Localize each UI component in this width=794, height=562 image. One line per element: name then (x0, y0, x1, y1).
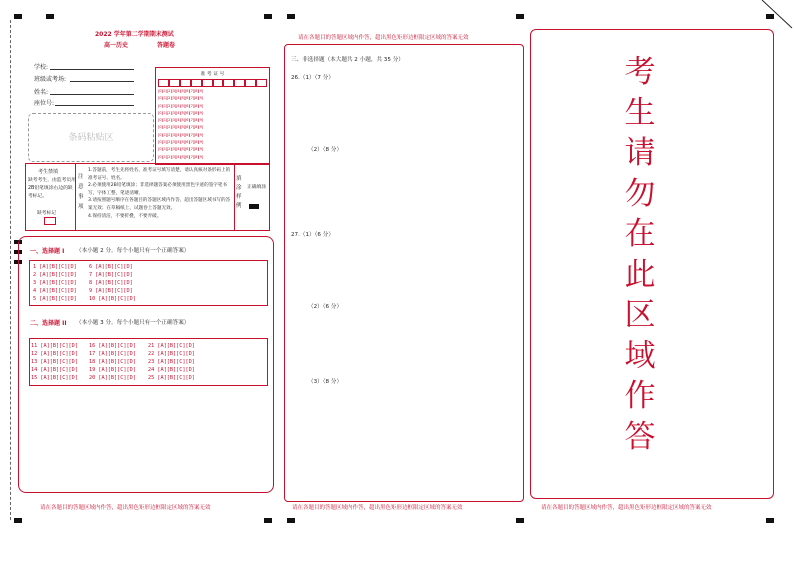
notice-char: 答 (624, 418, 656, 455)
section3-header-notice: 请在各题目的答题区域内作答，超出黑色矩形边框限定区域的答案无效 (298, 35, 469, 41)
exam-number-bubble-row[interactable]: [0][1][2][3][4][5][6][7][8][9] (158, 140, 203, 145)
timing-mark (287, 518, 295, 523)
answer-row[interactable]: 19 [A][B][C][D] (89, 367, 136, 373)
exam-number-bubble-row[interactable]: [0][1][2][3][4][5][6][7][8][9] (158, 132, 203, 137)
notice-char: 区 (624, 297, 656, 333)
notes-item: 4.保持清洁，不要折叠，不要弄破。 (88, 213, 162, 219)
answer-row[interactable]: 9 [A][B][C][D] (89, 288, 133, 294)
section2-col2[interactable] (89, 342, 136, 382)
section1-col1[interactable] (33, 263, 77, 303)
barcode-label: 条码粘贴区 (68, 133, 114, 143)
answer-row[interactable]: 12 [A][B][C][D] (31, 351, 78, 357)
seat-label: 座位号: (34, 100, 55, 107)
answer-row[interactable]: 4 [A][B][C][D] (33, 288, 77, 294)
subjective-answer-area[interactable] (284, 44, 524, 502)
name-field[interactable] (50, 94, 134, 95)
answer-row[interactable]: 18 [A][B][C][D] (89, 359, 136, 365)
answer-row[interactable]: 22 [A][B][C][D] (148, 351, 195, 357)
exam-number-bubble-row[interactable]: [0][1][2][3][4][5][6][7][8][9] (158, 147, 203, 152)
notice-char: 生 (624, 94, 656, 131)
absent-mark-label: 缺考标记 (37, 211, 57, 216)
exam-subject: 高一历史 (104, 42, 129, 49)
q26-1: 26.（1）（7 分） (291, 75, 334, 81)
answer-row[interactable]: 10 [A][B][C][D] (89, 296, 136, 302)
timing-mark (516, 14, 524, 19)
exam-number-write-row[interactable] (158, 79, 267, 87)
section2-col3[interactable] (148, 342, 195, 382)
answer-row[interactable]: 17 [A][B][C][D] (89, 351, 136, 357)
exam-number-bubble-row[interactable]: [0][1][2][3][4][5][6][7][8][9] (158, 89, 203, 93)
fill-example-correct-label: 正确填涂 (247, 185, 267, 190)
answer-row[interactable]: 21 [A][B][C][D] (148, 343, 195, 349)
exam-number-box (155, 67, 270, 165)
q27-3: （3）（8 分） (308, 379, 343, 385)
timing-mark (264, 14, 272, 19)
section2-desc: （本小题 3 分。每个小题只有一个正确答案） (76, 320, 190, 326)
no-answer-notice (600, 52, 680, 457)
timing-mark (264, 518, 272, 523)
notice-char: 此 (624, 256, 656, 293)
footer-notice: 请在各题目的答题区域内作答，超出黑色矩形边框限定区域的答案无效 (292, 505, 463, 511)
notice-char: 域 (624, 337, 656, 374)
exam-number-title: 准 考 证 号 (200, 72, 225, 77)
exam-number-bubble-row[interactable]: [0][1][2][3][4][5][6][7][8][9] (158, 96, 203, 101)
exam-number-bubble-row[interactable]: [0][1][2][3][4][5][6][7][8][9] (158, 125, 203, 130)
exam-title: 2022 学年第二学期期末测试 (95, 31, 174, 38)
school-field[interactable] (50, 69, 134, 70)
exam-number-bubble-row[interactable]: [0][1][2][3][4][5][6][7][8][9] (158, 103, 203, 108)
section3-title: 三、非选择题（本大题共 2 小题，共 35 分） (291, 57, 404, 63)
fill-example-filled-mark (249, 204, 259, 209)
section1-title: 一、选择题 I (30, 248, 65, 255)
answer-row[interactable]: 23 [A][B][C][D] (148, 359, 195, 365)
q26-2: （2）（8 分） (308, 147, 343, 153)
answer-row[interactable]: 24 [A][B][C][D] (148, 367, 195, 373)
absent-title: 考生禁填 (38, 169, 59, 175)
name-label: 姓名: (34, 89, 49, 96)
absent-mark-box[interactable] (44, 217, 56, 225)
timing-mark (46, 14, 54, 19)
notice-char: 考 (624, 54, 656, 90)
answer-row[interactable]: 13 [A][B][C][D] (31, 359, 78, 365)
answer-row[interactable]: 3 [A][B][C][D] (33, 280, 77, 286)
q27-1: 27.（1）（6 分） (291, 232, 334, 238)
answer-row[interactable]: 20 [A][B][C][D] (89, 375, 136, 381)
notes-side-label: 注意事项 (78, 174, 84, 210)
section2-title: 二、选择题 II (30, 320, 67, 327)
exam-number-bubble-row[interactable]: [0][1][2][3][4][5][6][7][8][9] (158, 118, 203, 123)
notes-item: 1.答题前，考生先将姓名、准考证号填写清楚，请认真核对条形码上的准考证号、姓名。 (88, 168, 231, 181)
answer-row[interactable]: 11 [A][B][C][D] (31, 343, 78, 349)
answer-row[interactable]: 15 [A][B][C][D] (31, 375, 78, 381)
absent-note: 缺考考生，由监考员用2B铅笔填涂右边的缺考标记。 (28, 178, 76, 199)
timing-mark (14, 14, 22, 19)
q27-2: （2）（6 分） (308, 304, 343, 310)
timing-mark (516, 518, 524, 523)
answer-row[interactable]: 6 [A][B][C][D] (89, 264, 133, 270)
class-field[interactable] (70, 81, 134, 82)
answer-row[interactable]: 16 [A][B][C][D] (89, 343, 136, 349)
notice-char: 勿 (624, 175, 656, 212)
notes-item: 3.请按照题号顺序在各题目的答题区域内作答，超出答题区域书写的答案无效；在草稿纸上、试题卷上答题无效。 (88, 198, 231, 211)
exam-number-bubble-row[interactable]: [0][1][2][3][4][5][6][7][8][9] (158, 110, 203, 115)
seat-field[interactable] (55, 105, 134, 106)
answer-row[interactable]: 14 [A][B][C][D] (31, 367, 78, 373)
notice-char: 在 (624, 216, 656, 252)
section1-desc: （本小题 2 分。每个小题只有一个正确答案） (76, 248, 190, 254)
answer-row[interactable]: 7 [A][B][C][D] (89, 272, 133, 278)
school-label: 学校: (34, 64, 49, 71)
exam-type: 答题卷 (157, 42, 176, 49)
answer-row[interactable]: 2 [A][B][C][D] (33, 272, 77, 278)
exam-number-bubbles[interactable] (158, 88, 269, 161)
timing-mark (287, 14, 295, 19)
notes-list (88, 167, 234, 220)
answer-row[interactable]: 8 [A][B][C][D] (89, 280, 133, 286)
section2-col1[interactable] (31, 342, 78, 382)
fill-example-side-label: 填涂样例 (236, 176, 242, 209)
timing-mark (14, 518, 22, 523)
timing-mark (766, 518, 774, 523)
notice-char: 请 (624, 135, 656, 171)
fold-line (760, 0, 794, 30)
binding-line (10, 20, 11, 520)
divider (234, 163, 235, 230)
class-label: 班级或考场: (34, 76, 67, 83)
exam-number-bubble-row[interactable]: [0][1][2][3][4][5][6][7][8][9] (158, 154, 203, 159)
notice-char: 作 (624, 378, 656, 414)
barcode-area (28, 113, 154, 162)
answer-row[interactable]: 25 [A][B][C][D] (148, 375, 195, 381)
answer-row[interactable]: 1 [A][B][C][D] (33, 264, 77, 270)
answer-row[interactable]: 5 [A][B][C][D] (33, 296, 77, 302)
footer-notice: 请在各题目的答题区域内作答，超出黑色矩形边框限定区域的答案无效 (40, 505, 211, 511)
footer-notice: 请在各题目的答题区域内作答，超出黑色矩形边框限定区域的答案无效 (541, 505, 712, 511)
section1-col2[interactable] (89, 263, 136, 303)
notes-item: 2.必须使用2B铅笔填涂；非选择题答案必须使用黑色字迹的签字笔书写，字体工整，笔迹清晰。 (88, 183, 228, 196)
